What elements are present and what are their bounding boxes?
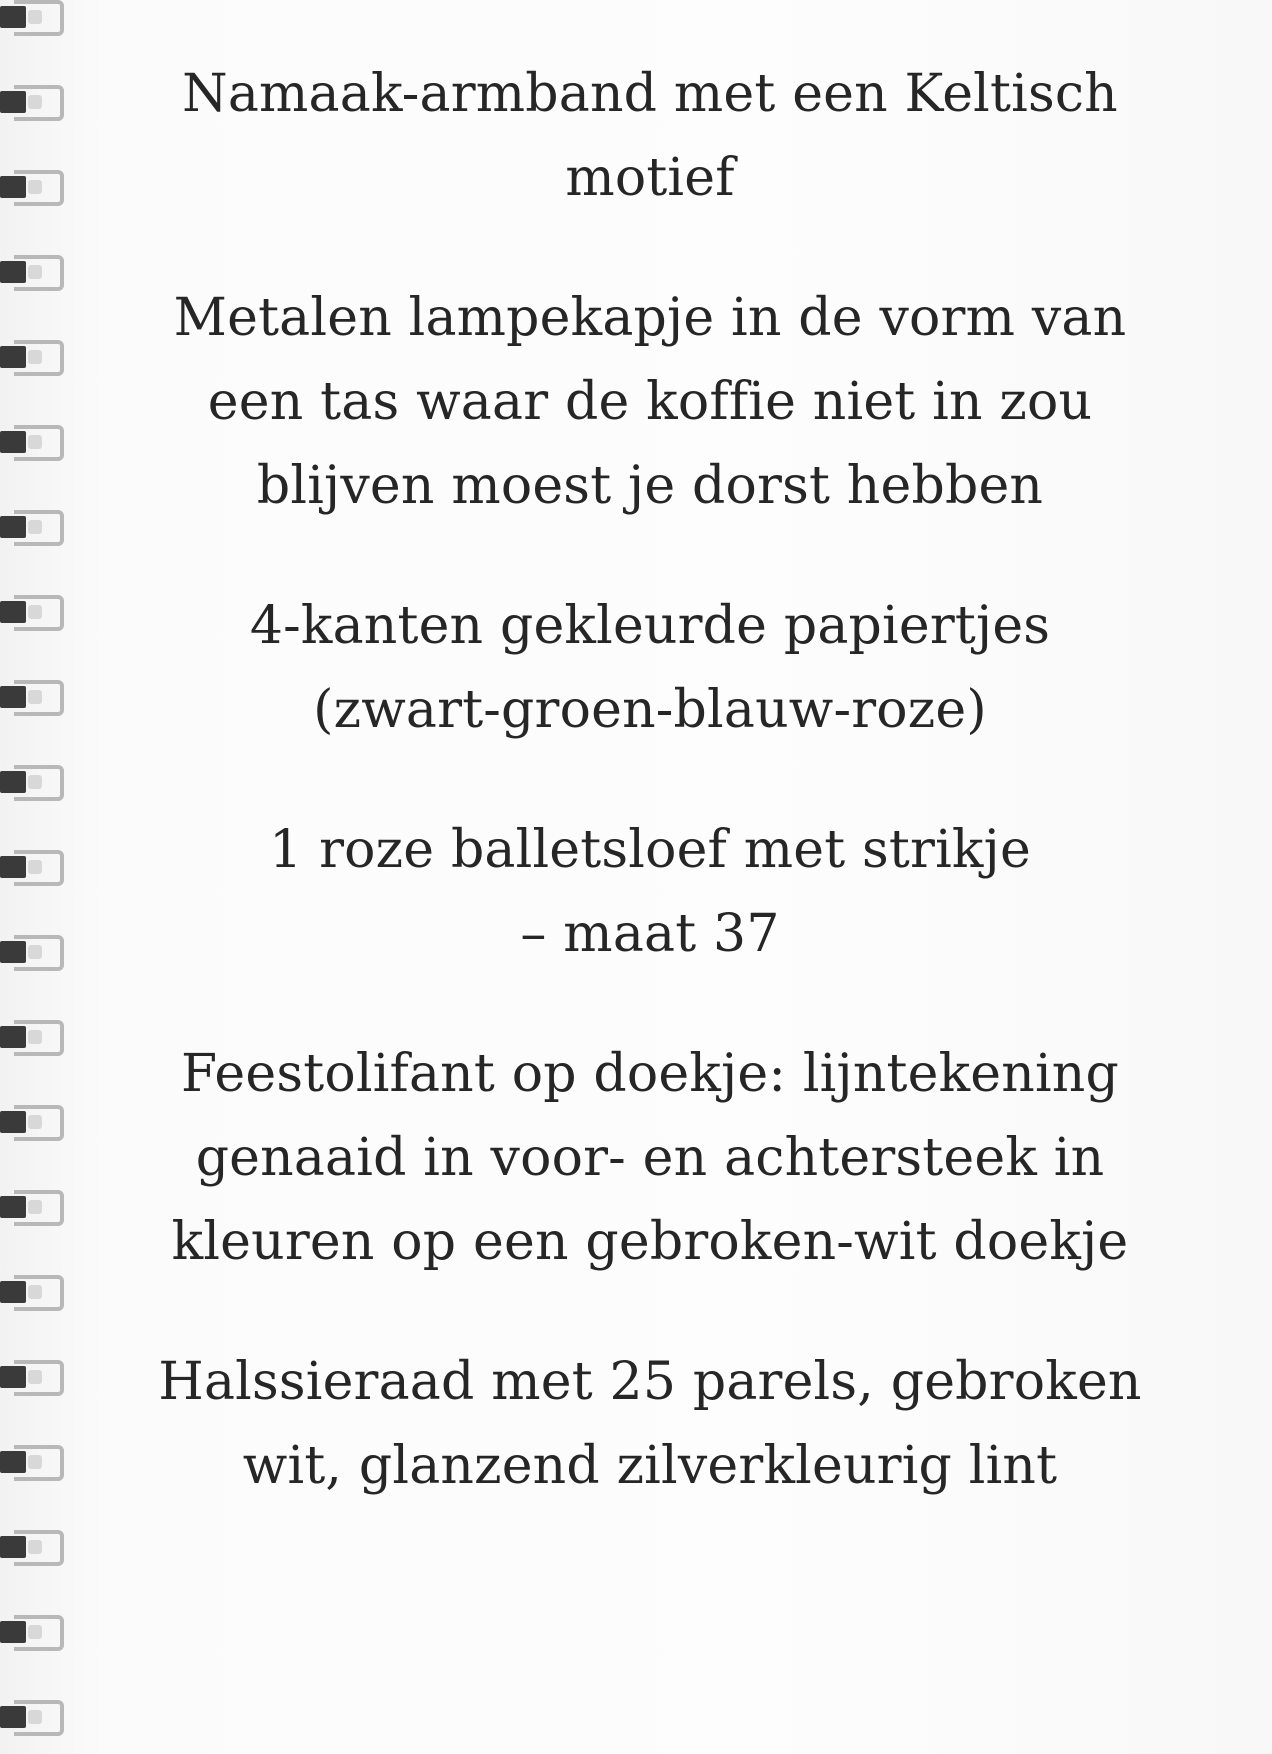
binding-ring [0,585,70,641]
binding-ring [0,1605,70,1661]
binding-ring [0,1265,70,1321]
binding-ring [0,1010,70,1066]
entry-papers [95,584,1205,752]
entry-bracelet [95,52,1205,220]
binding-ring [0,75,70,131]
entry-line: Feestolifant op doekje: lijntekening [181,1044,1119,1104]
entry-line: een tas waar de koffie niet in zou [207,372,1093,432]
entry-line: 4-kanten gekleurde papiertjes [249,596,1051,656]
entry-line: genaaid in voor- en achtersteek in [195,1128,1105,1188]
entry-line: Metalen lampekapje in de vorm van [173,288,1127,348]
binding-ring [0,1690,70,1746]
entry-line: blijven moest je dorst hebben [256,456,1044,516]
binding-ring [0,1435,70,1491]
binding-ring [0,755,70,811]
entry-line: Namaak-armband met een Keltisch [182,64,1118,124]
entry-line: (zwart-groen-blauw-roze) [313,680,987,740]
binding-ring [0,925,70,981]
entry-line: – maat 37 [520,904,780,964]
binding-ring [0,160,70,216]
entry-line: motief [565,148,735,208]
entry-line: Halssieraad met 25 parels, gebroken [158,1352,1142,1412]
entry-list [95,52,1205,1564]
entry-line: 1 roze balletsloef met strikje [269,820,1031,880]
entry-elephant-cloth [95,1032,1205,1284]
binding-ring [0,840,70,896]
entry-line: kleuren op een gebroken-wit doekje [171,1212,1129,1272]
entry-ballet-slipper [95,808,1205,976]
entry-lampshade [95,276,1205,528]
binding-ring [0,1350,70,1406]
binding-ring [0,330,70,386]
binding-ring [0,670,70,726]
binding-ring [0,415,70,471]
binding-ring [0,1095,70,1151]
entry-line: wit, glanzend zilverkleurig lint [242,1436,1058,1496]
binding-ring [0,500,70,556]
binding-ring [0,245,70,301]
binding-ring [0,1520,70,1576]
spiral-binding [0,0,80,1754]
entry-necklace [95,1340,1205,1508]
binding-ring [0,1180,70,1236]
binding-ring [0,0,70,46]
